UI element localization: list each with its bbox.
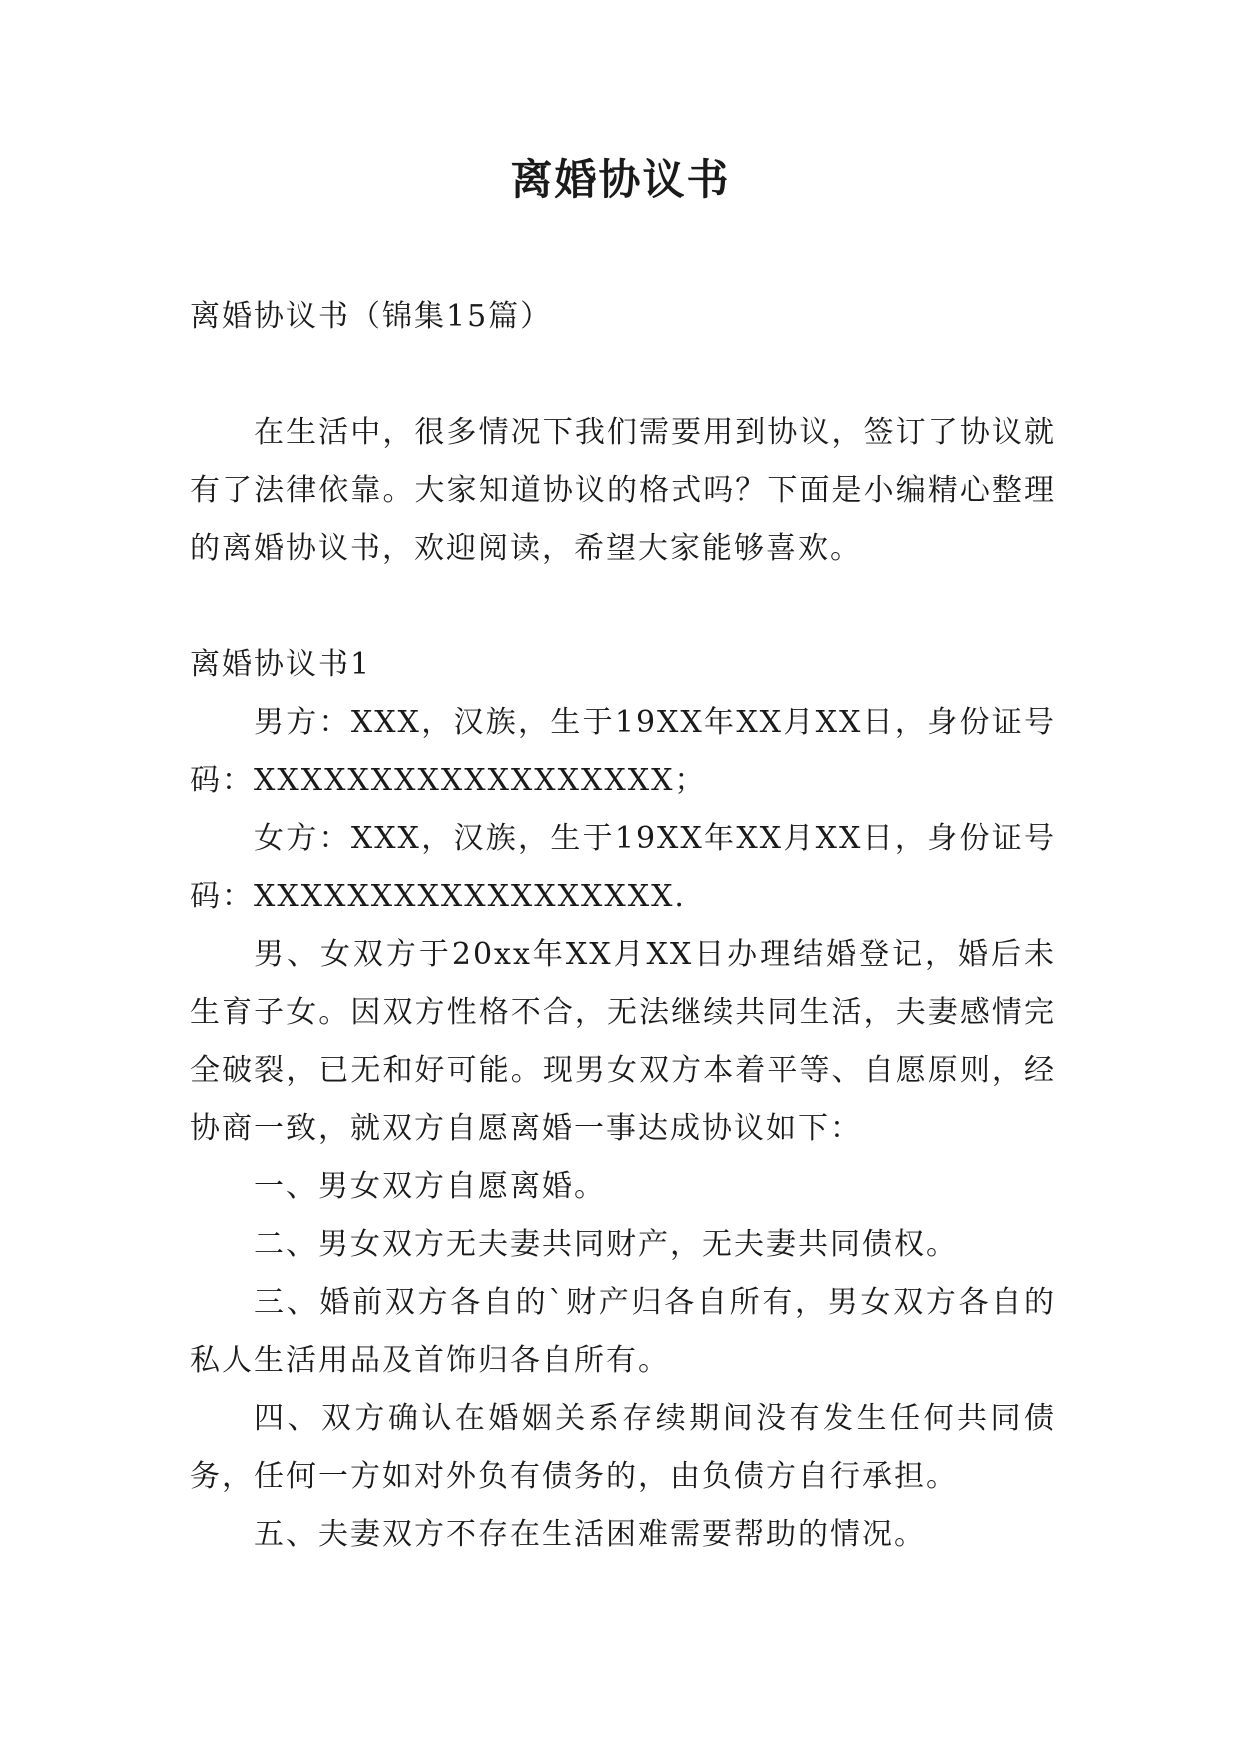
clause-1: 一、男女双方自愿离婚。	[254, 1169, 606, 1204]
paragraph-male-party: 男方：XXX，汉族，生于19XX年XX月XX日，身份证号码：XXXXXXXXXXXXXXXXXX；	[190, 705, 1056, 798]
paragraph-background: 男、女双方于20xx年XX月XX日办理结婚登记，婚后未生育子女。因双方性格不合，无法继续共同生活，夫妻感情完全破裂，已无和好可能。现男女双方本着平等、自愿原则，经协商一致，就双方自愿离婚一事达成协议如下：	[190, 937, 1056, 1146]
document-body	[190, 288, 1056, 1564]
clause-2: 二、男女双方无夫妻共同财产，无夫妻共同债权。	[254, 1227, 958, 1262]
clause-4: 四、双方确认在婚姻关系存续期间没有发生任何共同债务，任何一方如对外负有债务的，由负债方自行承担。	[190, 1401, 1056, 1494]
clause-3: 三、婚前双方各自的`财产归各自所有，男女双方各自的私人生活用品及首饰归各自所有。	[190, 1285, 1056, 1378]
document-subtitle: 离婚协议书（锦集15篇）	[190, 299, 553, 334]
intro-paragraph: 在生活中，很多情况下我们需要用到协议，签订了协议就有了法律依靠。大家知道协议的格式吗？下面是小编精心整理的离婚协议书，欢迎阅读，希望大家能够喜欢。	[190, 415, 1056, 566]
paragraph-female-party: 女方：XXX，汉族，生于19XX年XX月XX日，身份证号码：XXXXXXXXXXXXXXXXXX.	[190, 821, 1056, 914]
document-title: 离婚协议书	[510, 155, 731, 204]
section-heading: 离婚协议书1	[190, 647, 372, 682]
clause-5: 五、夫妻双方不存在生活困难需要帮助的情况。	[254, 1517, 926, 1552]
